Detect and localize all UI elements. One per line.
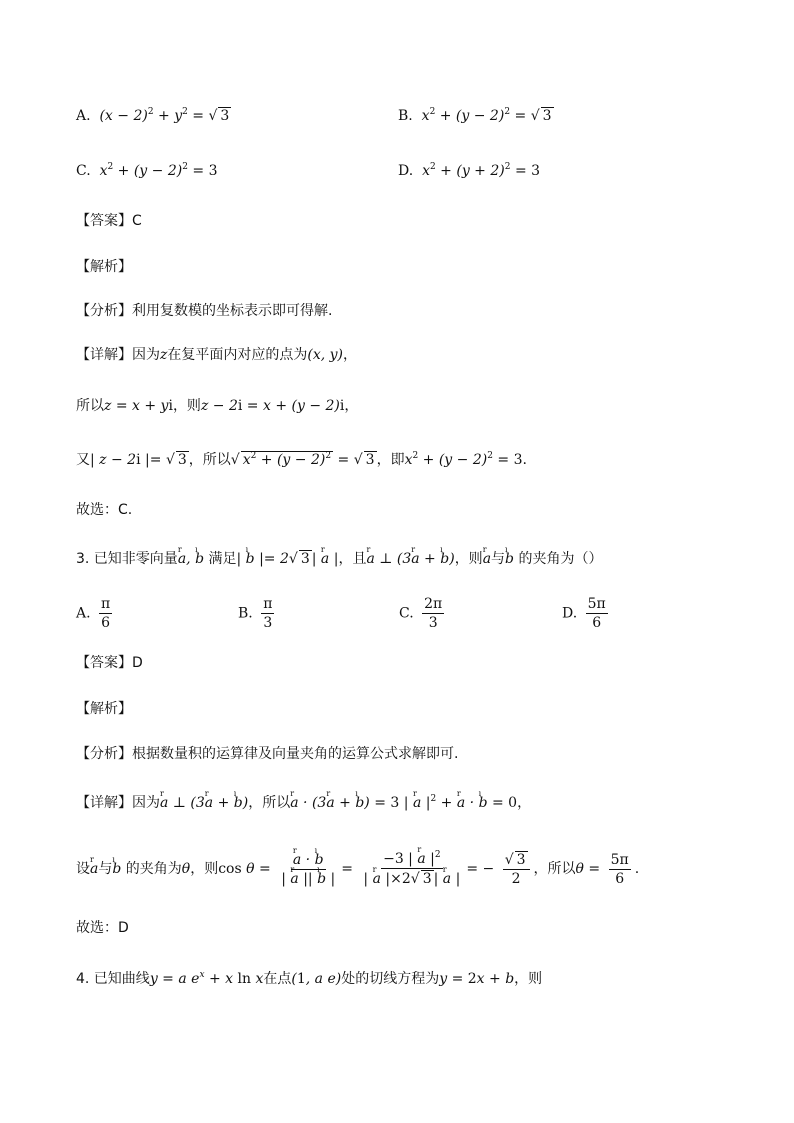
q2-detail-2: 所以z = x + yi，则z − 2i = x + (y − 2)i，: [76, 398, 359, 414]
q2-detail-1: 【详解】因为z在复平面内对应的点为(x, y)，: [76, 347, 358, 363]
q2-fenxi: 【分析】利用复数模的坐标表示即可得解.: [76, 303, 333, 319]
q3-option-d: D. $\frac{5\pi}{6}$: [562, 596, 606, 631]
q2-option-b: B. $x^2 + (y - 2)^2$ = √ 3: [398, 107, 552, 124]
q2-conclusion: 故选：C.: [76, 502, 133, 518]
q2-option-d: D. $x^2 + (y + 2)^2 = 3$: [398, 162, 541, 179]
q2-answer: 【答案】C: [76, 213, 142, 229]
q3-answer: 【答案】D: [76, 655, 143, 671]
q3-option-a: A. $\frac{\pi}{6}$: [76, 596, 111, 631]
q3-fenxi: 【分析】根据数量积的运算律及向量夹角的运算公式求解即可.: [76, 746, 459, 762]
q2-analysis-heading: 【解析】: [76, 259, 132, 275]
q3-detail-1: 【详解】因为r a ⊥ (3r a + ı b)，所以r a · (3r a + ı b) = 3 | r a $|^2 + r$ a · ı b = 0，: [76, 793, 531, 813]
q3-option-b: B. $\frac{\pi}{3}$: [238, 596, 273, 631]
q3-conclusion: 故选：D: [76, 920, 129, 936]
q3-stem: 3. 已知非零向量r a, ı b 满足| ı b |= 2√ 3 | r a |，且r a ⊥ (3r a + ı b)，则r a与ı b 的夹角为（）: [76, 549, 602, 569]
q2-detail-3: 又| z − 2i |= √ 3 ，所以√ $x^2 + (y - 2)^2$ = √ 3 ，即$x^2 + (y - 2)^2 = 3$.: [76, 451, 527, 468]
q3-detail-2: 设r a与ı b 的夹角为θ，则cos θ = r $\frac{\text{a · ı b}}{\text{| r a || ı b |}}$ = $\frac{-3 | r a |^2}{\text{| r a |×2√ 3 | r a |}}$ = − $\frac{√ 3}{2}$ ，所以θ = $\frac{5\pi}{6}$ .: [76, 851, 639, 887]
q3-option-c: C. $\frac{2\pi}{3}$: [399, 596, 443, 631]
q2-option-c: C. $x^2 + (y - 2)^2 = 3$: [76, 162, 218, 179]
q2-option-a: A. $(x - 2)^2 + y^2$ = √ 3: [76, 107, 230, 124]
q4-stem: 4. 已知曲线y = a $e^x + x$ ln x在点(1, a e)处的切线方程为y = 2x + b，则: [76, 970, 543, 987]
q3-analysis-heading: 【解析】: [76, 701, 132, 717]
